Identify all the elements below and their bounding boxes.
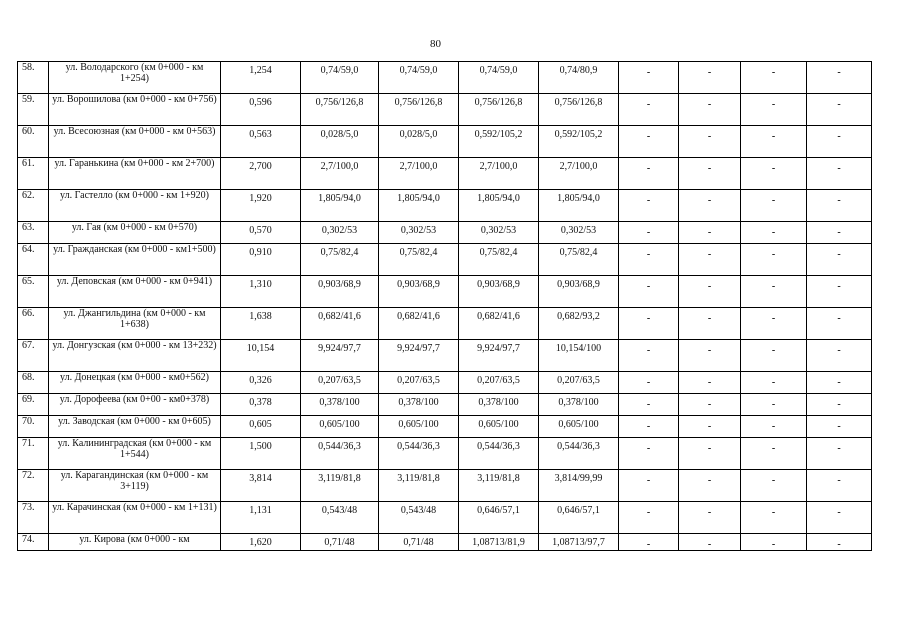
length-cell: 0,326 — [221, 372, 301, 394]
row-number-cell: 59. — [18, 94, 49, 126]
dash-cell-2: - — [679, 94, 741, 126]
value-cell-2: 3,119/81,8 — [379, 470, 459, 502]
street-name-cell: ул. Джангильдина (км 0+000 - км 1+638) — [49, 308, 221, 340]
dash-cell-2: - — [679, 126, 741, 158]
value-cell-2: 1,805/94,0 — [379, 190, 459, 222]
value-cell-3: 2,7/100,0 — [459, 158, 539, 190]
value-cell-2: 0,544/36,3 — [379, 438, 459, 470]
value-cell-1: 0,756/126,8 — [301, 94, 379, 126]
value-cell-4: 0,903/68,9 — [539, 276, 619, 308]
row-number-cell: 63. — [18, 222, 49, 244]
value-cell-1: 0,605/100 — [301, 416, 379, 438]
street-name-cell: ул. Володарского (км 0+000 - км 1+254) — [49, 62, 221, 94]
value-cell-3: 1,805/94,0 — [459, 190, 539, 222]
value-cell-3: 0,592/105,2 — [459, 126, 539, 158]
dash-cell-3: - — [741, 502, 807, 534]
dash-cell-3: - — [741, 222, 807, 244]
table-row — [18, 276, 872, 308]
street-name-cell: ул. Гаранькина (км 0+000 - км 2+700) — [49, 158, 221, 190]
value-cell-4: 0,207/63,5 — [539, 372, 619, 394]
table-row — [18, 190, 872, 222]
street-name-cell: ул. Заводская (км 0+000 - км 0+605) — [49, 416, 221, 438]
street-name-cell: ул. Кирова (км 0+000 - км — [49, 534, 221, 551]
length-cell: 2,700 — [221, 158, 301, 190]
value-cell-3: 0,544/36,3 — [459, 438, 539, 470]
dash-cell-2: - — [679, 190, 741, 222]
value-cell-3: 1,08713/81,9 — [459, 534, 539, 551]
value-cell-4: 10,154/100 — [539, 340, 619, 372]
dash-cell-1: - — [619, 534, 679, 551]
table-row — [18, 308, 872, 340]
value-cell-2: 0,543/48 — [379, 502, 459, 534]
row-number-cell: 64. — [18, 244, 49, 276]
dash-cell-1: - — [619, 308, 679, 340]
dash-cell-4: - — [807, 308, 872, 340]
dash-cell-3: - — [741, 534, 807, 551]
value-cell-2: 9,924/97,7 — [379, 340, 459, 372]
dash-cell-1: - — [619, 126, 679, 158]
value-cell-4: 1,08713/97,7 — [539, 534, 619, 551]
value-cell-1: 2,7/100,0 — [301, 158, 379, 190]
value-cell-2: 0,71/48 — [379, 534, 459, 551]
value-cell-4: 0,75/82,4 — [539, 244, 619, 276]
dash-cell-2: - — [679, 534, 741, 551]
dash-cell-1: - — [619, 438, 679, 470]
dash-cell-2: - — [679, 340, 741, 372]
street-name-cell: ул. Донгузская (км 0+000 - км 13+232) — [49, 340, 221, 372]
value-cell-3: 3,119/81,8 — [459, 470, 539, 502]
value-cell-2: 2,7/100,0 — [379, 158, 459, 190]
dash-cell-4: - — [807, 416, 872, 438]
dash-cell-1: - — [619, 372, 679, 394]
table-row — [18, 94, 872, 126]
length-cell: 1,131 — [221, 502, 301, 534]
row-number-cell: 61. — [18, 158, 49, 190]
row-number-cell: 74. — [18, 534, 49, 551]
dash-cell-2: - — [679, 276, 741, 308]
value-cell-3: 0,302/53 — [459, 222, 539, 244]
row-number-cell: 70. — [18, 416, 49, 438]
value-cell-3: 0,75/82,4 — [459, 244, 539, 276]
row-number-cell: 69. — [18, 394, 49, 416]
dash-cell-4: - — [807, 190, 872, 222]
value-cell-2: 0,207/63,5 — [379, 372, 459, 394]
dash-cell-3: - — [741, 244, 807, 276]
value-cell-4: 0,378/100 — [539, 394, 619, 416]
dash-cell-3: - — [741, 190, 807, 222]
table-row — [18, 372, 872, 394]
value-cell-2: 0,756/126,8 — [379, 94, 459, 126]
dash-cell-4: - — [807, 222, 872, 244]
dash-cell-2: - — [679, 62, 741, 94]
street-name-cell: ул. Карачинская (км 0+000 - км 1+131) — [49, 502, 221, 534]
dash-cell-4: - — [807, 62, 872, 94]
dash-cell-1: - — [619, 62, 679, 94]
street-name-cell: ул. Донецкая (км 0+000 - км0+562) — [49, 372, 221, 394]
table-row — [18, 158, 872, 190]
dash-cell-2: - — [679, 158, 741, 190]
value-cell-1: 0,75/82,4 — [301, 244, 379, 276]
value-cell-2: 0,75/82,4 — [379, 244, 459, 276]
length-cell: 3,814 — [221, 470, 301, 502]
length-cell: 0,570 — [221, 222, 301, 244]
value-cell-4: 0,544/36,3 — [539, 438, 619, 470]
table-row — [18, 534, 872, 551]
value-cell-1: 0,378/100 — [301, 394, 379, 416]
row-number-cell: 72. — [18, 470, 49, 502]
length-cell: 1,920 — [221, 190, 301, 222]
table-row — [18, 470, 872, 502]
row-number-cell: 68. — [18, 372, 49, 394]
street-name-cell: ул. Гая (км 0+000 - км 0+570) — [49, 222, 221, 244]
dash-cell-3: - — [741, 308, 807, 340]
table-row — [18, 394, 872, 416]
dash-cell-4: - — [807, 340, 872, 372]
dash-cell-1: - — [619, 394, 679, 416]
value-cell-2: 0,682/41,6 — [379, 308, 459, 340]
table-row — [18, 502, 872, 534]
dash-cell-2: - — [679, 372, 741, 394]
length-cell: 1,620 — [221, 534, 301, 551]
value-cell-3: 0,378/100 — [459, 394, 539, 416]
value-cell-3: 9,924/97,7 — [459, 340, 539, 372]
street-name-cell: ул. Гастелло (км 0+000 - км 1+920) — [49, 190, 221, 222]
dash-cell-3: - — [741, 470, 807, 502]
dash-cell-4: - — [807, 158, 872, 190]
row-number-cell: 58. — [18, 62, 49, 94]
length-cell: 1,310 — [221, 276, 301, 308]
value-cell-1: 0,543/48 — [301, 502, 379, 534]
value-cell-3: 0,605/100 — [459, 416, 539, 438]
dash-cell-1: - — [619, 416, 679, 438]
length-cell: 1,254 — [221, 62, 301, 94]
table-row — [18, 416, 872, 438]
value-cell-4: 0,682/93,2 — [539, 308, 619, 340]
value-cell-4: 0,646/57,1 — [539, 502, 619, 534]
length-cell: 0,563 — [221, 126, 301, 158]
street-name-cell: ул. Ворошилова (км 0+000 - км 0+756) — [49, 94, 221, 126]
dash-cell-2: - — [679, 244, 741, 276]
row-number-cell: 62. — [18, 190, 49, 222]
roads-table — [17, 61, 872, 551]
street-name-cell: ул. Калининградская (км 0+000 - км 1+544) — [49, 438, 221, 470]
table-row — [18, 340, 872, 372]
dash-cell-2: - — [679, 394, 741, 416]
value-cell-3: 0,646/57,1 — [459, 502, 539, 534]
dash-cell-3: - — [741, 372, 807, 394]
value-cell-2: 0,378/100 — [379, 394, 459, 416]
value-cell-1: 0,207/63,5 — [301, 372, 379, 394]
dash-cell-4: - — [807, 94, 872, 126]
value-cell-2: 0,605/100 — [379, 416, 459, 438]
dash-cell-4: - — [807, 126, 872, 158]
dash-cell-2: - — [679, 470, 741, 502]
dash-cell-2: - — [679, 222, 741, 244]
row-number-cell: 66. — [18, 308, 49, 340]
dash-cell-1: - — [619, 502, 679, 534]
length-cell: 1,638 — [221, 308, 301, 340]
table-row — [18, 222, 872, 244]
dash-cell-3: - — [741, 126, 807, 158]
dash-cell-3: - — [741, 62, 807, 94]
value-cell-1: 0,302/53 — [301, 222, 379, 244]
dash-cell-3: - — [741, 416, 807, 438]
value-cell-4: 2,7/100,0 — [539, 158, 619, 190]
value-cell-1: 0,71/48 — [301, 534, 379, 551]
street-name-cell: ул. Дорофеева (км 0+00 - км0+378) — [49, 394, 221, 416]
value-cell-2: 0,028/5,0 — [379, 126, 459, 158]
value-cell-4: 3,814/99,99 — [539, 470, 619, 502]
value-cell-1: 3,119/81,8 — [301, 470, 379, 502]
row-number-cell: 60. — [18, 126, 49, 158]
row-number-cell: 67. — [18, 340, 49, 372]
dash-cell-1: - — [619, 190, 679, 222]
table-row — [18, 438, 872, 470]
dash-cell-2: - — [679, 416, 741, 438]
dash-cell-4: - — [807, 534, 872, 551]
dash-cell-4: - — [807, 276, 872, 308]
street-name-cell: ул. Гражданская (км 0+000 - км1+500) — [49, 244, 221, 276]
street-name-cell: ул. Всесоюзная (км 0+000 - км 0+563) — [49, 126, 221, 158]
table-row — [18, 244, 872, 276]
row-number-cell: 73. — [18, 502, 49, 534]
dash-cell-3: - — [741, 340, 807, 372]
value-cell-1: 0,903/68,9 — [301, 276, 379, 308]
value-cell-4: 0,302/53 — [539, 222, 619, 244]
dash-cell-2: - — [679, 502, 741, 534]
length-cell: 0,605 — [221, 416, 301, 438]
dash-cell-1: - — [619, 276, 679, 308]
dash-cell-4: - — [807, 394, 872, 416]
value-cell-3: 0,756/126,8 — [459, 94, 539, 126]
value-cell-3: 0,74/59,0 — [459, 62, 539, 94]
value-cell-4: 0,756/126,8 — [539, 94, 619, 126]
dash-cell-4: - — [807, 502, 872, 534]
value-cell-1: 0,028/5,0 — [301, 126, 379, 158]
value-cell-1: 0,682/41,6 — [301, 308, 379, 340]
page-number: 80 — [430, 38, 441, 50]
dash-cell-2: - — [679, 308, 741, 340]
value-cell-2: 0,302/53 — [379, 222, 459, 244]
row-number-cell: 65. — [18, 276, 49, 308]
dash-cell-2: - — [679, 438, 741, 470]
value-cell-4: 0,74/80,9 — [539, 62, 619, 94]
dash-cell-1: - — [619, 470, 679, 502]
value-cell-1: 1,805/94,0 — [301, 190, 379, 222]
length-cell: 0,910 — [221, 244, 301, 276]
dash-cell-1: - — [619, 158, 679, 190]
dash-cell-4: - — [807, 470, 872, 502]
value-cell-4: 0,592/105,2 — [539, 126, 619, 158]
length-cell: 0,378 — [221, 394, 301, 416]
dash-cell-3: - — [741, 276, 807, 308]
table-row — [18, 126, 872, 158]
row-number-cell: 71. — [18, 438, 49, 470]
value-cell-3: 0,903/68,9 — [459, 276, 539, 308]
length-cell: 1,500 — [221, 438, 301, 470]
value-cell-4: 1,805/94,0 — [539, 190, 619, 222]
dash-cell-3: - — [741, 438, 807, 470]
dash-cell-1: - — [619, 340, 679, 372]
dash-cell-1: - — [619, 244, 679, 276]
length-cell: 0,596 — [221, 94, 301, 126]
dash-cell-3: - — [741, 94, 807, 126]
street-name-cell: ул. Деповская (км 0+000 - км 0+941) — [49, 276, 221, 308]
dash-cell-4: - — [807, 438, 872, 470]
value-cell-3: 0,207/63,5 — [459, 372, 539, 394]
dash-cell-4: - — [807, 244, 872, 276]
dash-cell-3: - — [741, 158, 807, 190]
length-cell: 10,154 — [221, 340, 301, 372]
table-row — [18, 62, 872, 94]
value-cell-1: 0,544/36,3 — [301, 438, 379, 470]
dash-cell-4: - — [807, 372, 872, 394]
value-cell-4: 0,605/100 — [539, 416, 619, 438]
dash-cell-3: - — [741, 394, 807, 416]
value-cell-2: 0,903/68,9 — [379, 276, 459, 308]
value-cell-1: 9,924/97,7 — [301, 340, 379, 372]
value-cell-3: 0,682/41,6 — [459, 308, 539, 340]
value-cell-1: 0,74/59,0 — [301, 62, 379, 94]
value-cell-2: 0,74/59,0 — [379, 62, 459, 94]
dash-cell-1: - — [619, 94, 679, 126]
street-name-cell: ул. Карагандинская (км 0+000 - км 3+119) — [49, 470, 221, 502]
dash-cell-1: - — [619, 222, 679, 244]
